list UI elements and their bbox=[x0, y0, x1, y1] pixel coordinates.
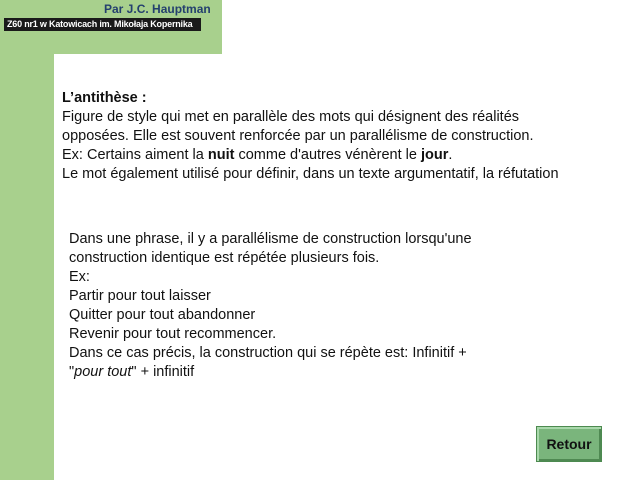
parallelism-formula bbox=[69, 363, 589, 382]
definition-line-1: Figure de style qui met en parallèle des mots qui désignent des réalités bbox=[62, 109, 520, 125]
formula-open: " bbox=[69, 364, 75, 380]
antithesis-definition bbox=[62, 89, 632, 184]
parallelism-conclusion: Dans ce cas précis, la construction qui se répète est: Infinitif + bbox=[69, 345, 467, 361]
example-word-jour: jour bbox=[420, 147, 449, 163]
example-word-nuit: nuit bbox=[207, 147, 235, 163]
parallelism-example-1: Partir pour tout laisser bbox=[69, 288, 211, 304]
school-banner: Z60 nr1 w Katowicach im. Mikołaja Kopernika bbox=[4, 18, 201, 31]
parallelism-ex-label: Ex: bbox=[69, 269, 90, 285]
retour-button[interactable]: Retour bbox=[536, 426, 602, 462]
parallelism-example-2: Quitter pour tout abandonner bbox=[69, 307, 256, 323]
example-prefix: Ex: Certains aiment la bbox=[62, 147, 208, 163]
parallelism-explanation bbox=[69, 230, 589, 382]
parallelism-example-3: Revenir pour tout recommencer. bbox=[69, 326, 277, 342]
definition-line-2: opposées. Elle est souvent renforcée par un parallélisme de construction. bbox=[62, 128, 534, 144]
definition-example bbox=[62, 146, 632, 165]
parallelism-line-1: Dans une phrase, il y a parallélisme de construction lorsqu'une bbox=[69, 231, 472, 247]
top-right-blank bbox=[222, 0, 640, 54]
parallelism-line-2: construction identique est répétée plusieurs fois. bbox=[69, 250, 380, 266]
formula-pour-tout: pour tout bbox=[74, 364, 132, 380]
example-middle: comme d'autres vénèrent le bbox=[234, 147, 421, 163]
definition-line-4: Le mot également utilisé pour définir, dans un texte argumentatif, la réfutation bbox=[62, 166, 559, 182]
definition-title: L’antithèse : bbox=[62, 90, 147, 106]
author-credit: Par J.C. Hauptman bbox=[104, 2, 211, 16]
example-suffix: . bbox=[448, 147, 453, 163]
formula-close: " + infinitif bbox=[131, 364, 195, 380]
